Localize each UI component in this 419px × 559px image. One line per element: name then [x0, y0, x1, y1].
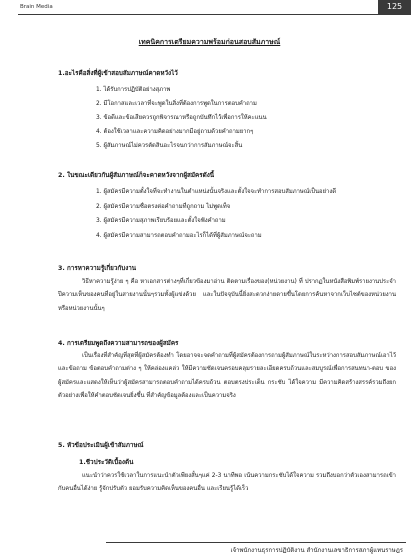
section-3-heading: 3. การหาความรู้เกี่ยวกับงาน: [58, 265, 137, 272]
section-2-item: 4. ผู้สมัครมีความสามารถตอบคำถามอะไรก็ได้ที่ผู้สัมภาษณ์จะถาม: [96, 233, 262, 239]
section-1-item: 4. ต้องใช้เวลาและความคิดอย่างมากมีอยู่ถามด้วยคำถามยากๆ: [96, 129, 254, 135]
section-3-paragraph: วิธีหาความรู้ง่าย ๆ คือ หาเอกสารต่างๆที่เกี่ยวข้องมาอ่าน ติดตามเรื่องของ(หน่วยงาน) ที่ ปรากฏในหนังสือพิมพ์รายงานประจำปีความเห็นของคนที่อยู่ในสายงานนั้นๆรวมทั้งผู้แข่งด้วย และในปัจจุบันนี้ยิ่งสะดวกง่ายดายขึ้นโดยการค้นหาจากเว็บไซต์ของหน่วยงาน หรือหน่วยงานนั้นๆ: [58, 279, 396, 312]
section-2-item: 1. ผู้สมัครมีความตั้งใจที่จะทำงานในตำแหน่งนั้นจริงและตั้งใจจะทำการสอบสัมภาษณ์เป็นอย่างดี: [96, 189, 337, 195]
section-2-item: 2. ผู้สมัครมีความซื่อตรงต่อคำถามที่ถูกถาม ไม่พูดเท็จ: [96, 204, 231, 210]
section-1-item: 5. ผู้สัมภาษณ์ไม่ควรตัดสินอะไรจนกว่าการสัมภาษณ์จะสิ้น: [96, 143, 243, 149]
section-5-subheading: 1.ชีวประวัติเบื้องต้น: [79, 459, 134, 466]
section-1-item: 1. ได้รับการปฏิบัติอย่างสุภาพ: [96, 87, 171, 93]
section-4-heading: 4. การเตรียมพูดถึงความสามารถของผู้สมัคร: [58, 340, 179, 347]
section-5-heading: 5. หัวข้อประเมินผู้เข้าสัมภาษณ์: [58, 442, 144, 449]
page-header: [18, 0, 411, 15]
section-2-heading: 2. ในขณะเดียวกันผู้สัมภาษณ์ก็จะคาดหวังจากผู้สมัครดังนี้: [58, 172, 215, 179]
section-4-paragraph: เป็นเรื่องที่สำคัญที่สุดที่ผู้สมัครต้องทำ โดยอาจจะจดคำถามที่ผู้สมัครต้องการถามผู้สัมภาษณ์ในระหว่างการสอบสัมภาษณ์เอาไว้และข้อถาม ข้อตอบคำถามต่าง ๆ ให้คล่องแคล่ว ให้มีความชัดเจนครอบคลุมรายละเอียดครบถ้วนและสมบูรณ์เพื่อการสนทนา-ตอบ ของผู้สมัครและแสดงให้เห็นว่าผู้สมัครสามารถตอบคำถามได้ครบถ้วน ตอบตรงประเด็น กระชับ ได้ใจความ มีความคิดสร้างสรรค์รวมถึงยกตัวอย่างเพื่อให้คำตอบชัดเจนยิ่งขึ้น ที่สำคัญข้อมูลต้องและเป็นความจริง: [58, 353, 396, 399]
section-1-item: 3. ข้อดีและข้อเสียควรถูกพิจารณาหรือถูกบันทึกไว้เพื่อการให้คะแนน: [96, 115, 267, 121]
footer-divider: [106, 542, 406, 543]
section-1-heading: 1.อะไรคือสิ่งที่ผู้เข้าสอบสัมภาษณ์คาดหวังไว้: [58, 70, 178, 77]
page-title: เทคนิคการเตรียมความพร้อมก่อนสอบสัมภาษณ์: [138, 38, 281, 46]
section-5-paragraph: แนะนำว่าควรใช้เวลาในการแนะนำตัวเพียงสั้นๆแค่ 2-3 นาทีพอ เน้นความกระชับได้ใจความ รวมถึงบอกว่าตัวเองสามารถเข้ากับคนอื่นได้ง่าย รู้จักปรับตัว ยอมรับความคิดเห็นของคนอื่น และเรียนรู้ได้เร็ว: [58, 473, 396, 493]
page-number: 125: [378, 0, 411, 14]
footer-text: เจ้าพนักงานธุรการปฏิบัติงาน สำนักงานเลขาธิการสภาผู้แทนราษฎร: [230, 547, 403, 554]
section-1-item: 2. มีโอกาสและเวลาที่จะพูดในสิ่งที่ต้องการพูดในการตอบคำถาม: [96, 101, 257, 107]
section-2-item: 3. ผู้สมัครมีความสุภาพเรียบร้อยและตั้งใจฟังคำถาม: [96, 218, 226, 224]
header-brand: Brain Media: [20, 4, 53, 10]
